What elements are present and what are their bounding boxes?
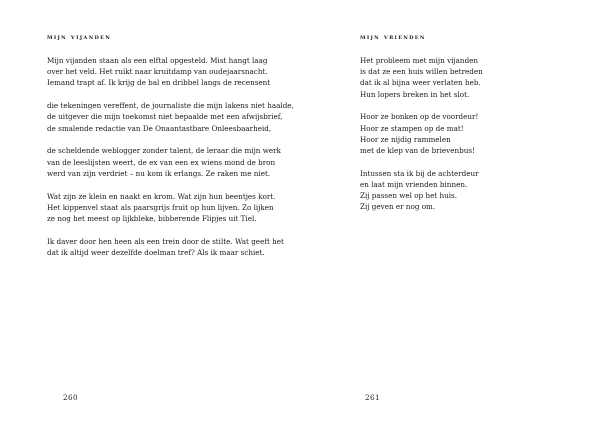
poem-line: ze nog het meest op lijkbleke, bibberende Flipjes uit Tiel. bbox=[47, 214, 257, 224]
poem-line: Iemand trapt af. Ik krijg de bal en dribbel langs de recensent bbox=[47, 78, 271, 88]
stanza bbox=[360, 168, 560, 213]
poem-line: Hoor ze bonken op de voordeur! bbox=[360, 112, 479, 122]
poem-line: over het veld. Het ruikt naar kruitdamp van oudejaarsnacht. bbox=[47, 67, 268, 77]
poem-line: Zij passen wel op het huis. bbox=[360, 191, 458, 201]
poem-body bbox=[47, 55, 294, 270]
poem-line: Zij geven er nog om. bbox=[360, 202, 436, 212]
poem-title: mijn vijanden bbox=[47, 32, 112, 41]
poem-line: werd van zijn verdriet – nu kom ik erlangs. Ze raken me niet. bbox=[47, 168, 271, 178]
stanza bbox=[360, 111, 560, 156]
poem-line: dat ik al bijna weer verlaten heb. bbox=[360, 78, 481, 88]
poem-title: mijn vrienden bbox=[360, 32, 426, 41]
poem-line: dat ik altijd weer dezelfde doelman tref? Als ik maar schiet. bbox=[47, 248, 265, 258]
poem-line: de uitgever die mijn toekomst niet bepaalde met een afwijsbrief, bbox=[47, 112, 283, 122]
stanza bbox=[47, 236, 287, 258]
page-number: 260 bbox=[63, 393, 78, 402]
right-page bbox=[300, 0, 600, 432]
poem-line: Wat zijn ze klein en naakt en krom. Wat zijn hun beentjes kort. bbox=[47, 191, 276, 201]
page-number: 261 bbox=[365, 393, 380, 402]
poem-line: is dat ze een huis willen betreden bbox=[360, 67, 483, 77]
poem-line: Hun lopers breken in het slot. bbox=[360, 89, 470, 99]
poem-body bbox=[360, 55, 560, 224]
stanza bbox=[47, 55, 287, 89]
stanza bbox=[47, 100, 294, 134]
poem-line: de smalende redactie van De Onaantastbare Onleesbaarheid, bbox=[47, 123, 272, 133]
stanza bbox=[47, 145, 287, 179]
poem-line: Ik daver door hen heen als een trein door de stilte. Wat geeft het bbox=[47, 236, 284, 246]
poem-line: Mijn vijanden staan als een elftal opgesteld. Mist hangt laag bbox=[47, 56, 268, 65]
poem-line: Hoor ze stampen op de mat! bbox=[360, 123, 464, 133]
stanza bbox=[47, 191, 287, 225]
poem-line: en laat mijn vrienden binnen. bbox=[360, 180, 468, 190]
poem-line: die tekeningen vereffent, de journaliste die mijn lakens niet haalde, bbox=[47, 101, 294, 111]
poem-line: Het kippenvel staat als paarsgrijs fruit op hun lijven. Zo lijken bbox=[47, 202, 274, 212]
poem-line: Intussen sta ik bij de achterdeur bbox=[360, 168, 479, 178]
poem-line: met de klep van de brievenbus! bbox=[360, 146, 475, 156]
poem-line: van de leeslijsten weert, de ex van een ex wiens mond de bron bbox=[47, 157, 276, 167]
stanza bbox=[360, 55, 560, 100]
poem-line: de scheldende weblogger zonder talent, de leraar die mijn werk bbox=[47, 146, 281, 156]
poem-line: Het probleem met mijn vijanden bbox=[360, 56, 479, 65]
poem-line: Hoor ze nijdig rammelen bbox=[360, 134, 451, 144]
